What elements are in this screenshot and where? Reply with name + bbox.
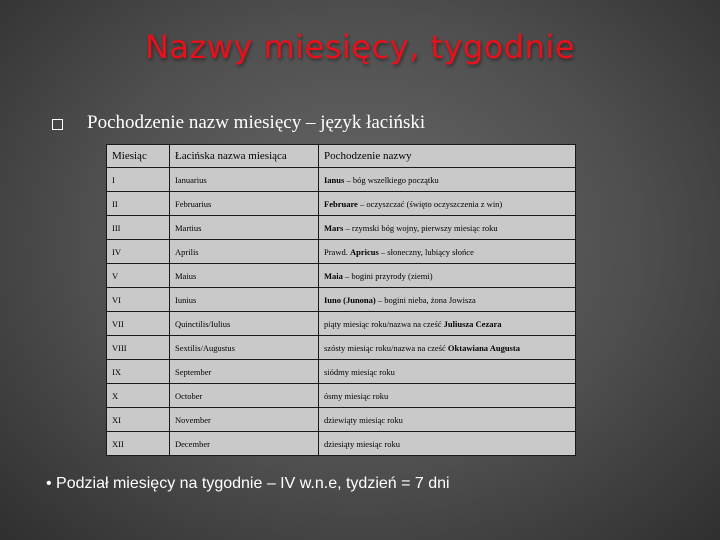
cell-origin [319,408,576,432]
months-table [106,144,576,456]
origin-bold-term: Oktawiana Augusta [447,342,520,353]
table-row [107,288,576,312]
slide-title: Nazwy miesięcy, tygodnie [144,28,576,66]
cell-origin [319,336,576,360]
header-latin-name: Łacińska nazwa miesiąca [170,145,319,168]
cell-month-number: VI [107,288,170,312]
table-row [107,408,576,432]
origin-text: szósty miesiąc roku/nazwa na cześć [324,342,448,353]
table-row [107,336,576,360]
cell-latin-name: Maius [170,264,319,288]
origin-text: – bogini nieba, żona Jowisza [375,294,476,305]
cell-month-number: XI [107,408,170,432]
subtitle-bullet [52,112,425,134]
cell-origin [319,288,576,312]
cell-origin [319,168,576,192]
origin-bold-term: Iuno (Junona) [324,294,376,305]
cell-month-number: I [107,168,170,192]
cell-month-number: X [107,384,170,408]
origin-text: Prawd. [324,246,350,257]
cell-latin-name: October [170,384,319,408]
table-header-row [107,145,576,168]
footer-bullet-text: • Podział miesięcy na tygodnie – IV w.n.e, tydzień = 7 dni [46,475,450,492]
cell-month-number: IV [107,240,170,264]
cell-latin-name: Februarius [170,192,319,216]
table-row [107,384,576,408]
table-row [107,432,576,456]
cell-origin [319,360,576,384]
origin-text: ósmy miesiąc roku [324,390,389,401]
origin-bold-term: Mars [324,222,344,233]
square-bullet-icon [52,119,63,130]
origin-bold-term: Ianus [324,174,345,185]
slide-subtitle: Pochodzenie nazw miesięcy – język łaciński [87,112,426,133]
origin-text: – bóg wszelkiego początku [344,174,439,185]
origin-text: – oczyszczać (święto oczyszczenia z win) [357,198,503,209]
origin-text: dziesiąty miesiąc roku [324,438,401,449]
table-row [107,168,576,192]
table-row [107,312,576,336]
origin-bold-term: Juliusza Cezara [443,318,502,329]
cell-month-number: III [107,216,170,240]
cell-month-number: VII [107,312,170,336]
header-month: Miesiąc [107,145,170,168]
cell-month-number: VIII [107,336,170,360]
header-origin: Pochodzenie nazwy [319,145,576,168]
cell-month-number: V [107,264,170,288]
origin-text: – słoneczny, lubiący słońce [378,246,474,257]
origin-bold-term: Maia [324,270,343,281]
cell-month-number: XII [107,432,170,456]
cell-origin [319,192,576,216]
origin-text: dziewiąty miesiąc roku [324,414,403,425]
origin-bold-term: Apricus [349,246,379,257]
cell-latin-name: September [170,360,319,384]
cell-latin-name: Martius [170,216,319,240]
cell-latin-name: Aprilis [170,240,319,264]
cell-latin-name: December [170,432,319,456]
table-body [107,168,576,456]
origin-text: piąty miesiąc roku/nazwa na cześć [324,318,444,329]
cell-latin-name: November [170,408,319,432]
cell-origin [319,240,576,264]
table-row [107,360,576,384]
origin-bold-term: Februare [324,198,358,209]
cell-latin-name: Quinctilis/Iulius [170,312,319,336]
cell-month-number: IX [107,360,170,384]
cell-latin-name: Iunius [170,288,319,312]
table-row [107,240,576,264]
cell-latin-name: Ianuarius [170,168,319,192]
origin-text: siódmy miesiąc roku [324,366,395,377]
cell-latin-name: Sextilis/Augustus [170,336,319,360]
cell-origin [319,264,576,288]
cell-origin [319,432,576,456]
cell-month-number: II [107,192,170,216]
origin-text: – rzymski bóg wojny, pierwszy miesiąc roku [343,222,498,233]
origin-text: – bogini przyrody (ziemi) [342,270,433,281]
cell-origin [319,312,576,336]
table-row [107,216,576,240]
table-row [107,192,576,216]
cell-origin [319,384,576,408]
cell-origin [319,216,576,240]
table-row [107,264,576,288]
